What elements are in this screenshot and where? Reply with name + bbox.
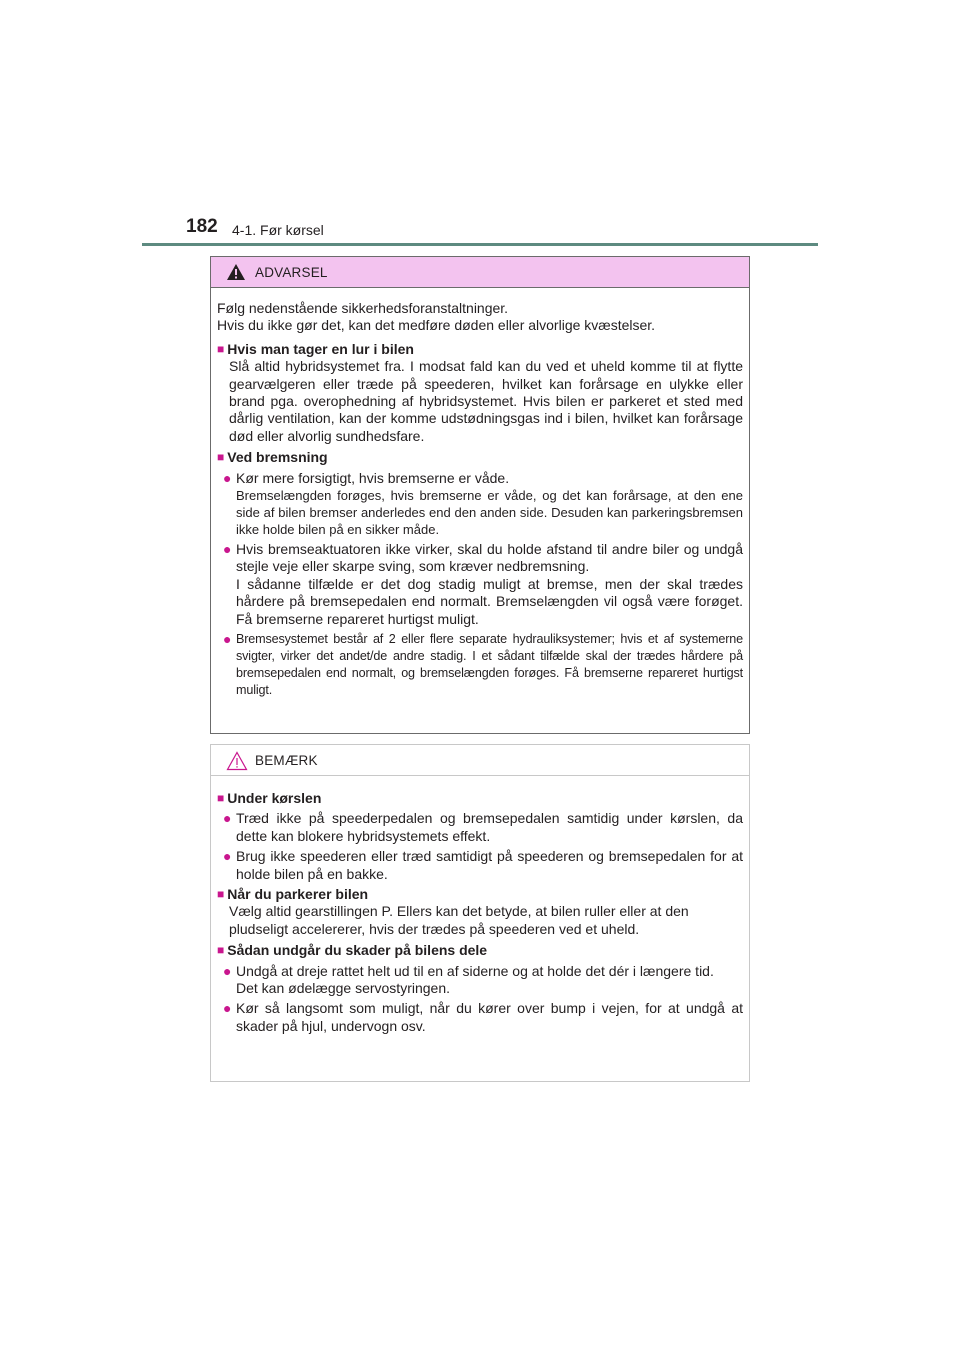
- warning-triangle-icon: [226, 263, 246, 281]
- circle-bullet-icon: ●: [223, 469, 232, 486]
- warning-header: [211, 257, 749, 288]
- page-number: 182: [186, 216, 218, 237]
- circle-bullet-icon: ●: [223, 810, 232, 827]
- square-bullet-icon: ■: [217, 341, 225, 356]
- list-item: ● Kør mere forsigtigt, hvis bremserne er våde. Bremselængden forøges, hvis bremserne er våde, og det kan forårsage, at den ene side af bilen bremser anderledes end den anden side. Desuden kan parkeringsbremsen ikke holde bilen på en sikker måde.: [217, 470, 743, 538]
- circle-bullet-icon: ●: [223, 541, 232, 558]
- square-bullet-icon: ■: [217, 450, 225, 465]
- circle-bullet-icon: ●: [223, 848, 232, 865]
- square-bullet-icon: ■: [217, 791, 225, 805]
- list-item: ● Undgå at dreje rattet helt ud til en af siderne og at holde det dér i længere tid. Det kan ødelægge servostyringen.: [217, 963, 743, 998]
- note-heading-driving: ■ Under kørslen: [217, 790, 322, 806]
- note-body: [211, 776, 749, 1035]
- list-item: ● Kør så langsomt som muligt, når du kører over bump i vejen, for at undgå at skader på hjul, undervogn osv.: [217, 1000, 743, 1035]
- caution-triangle-outline-icon: [226, 751, 248, 771]
- square-bullet-icon: ■: [217, 887, 225, 902]
- warning-heading-nap: ■ Hvis man tager en lur i bilen: [217, 340, 414, 357]
- warning-body: [211, 288, 749, 699]
- warning-heading-braking: ■ Ved bremsning: [217, 449, 328, 466]
- circle-bullet-icon: ●: [223, 962, 232, 979]
- warning-box: [210, 256, 750, 734]
- circle-bullet-icon: ●: [223, 1000, 232, 1017]
- header-rule: [142, 243, 818, 246]
- list-item: ● Hvis bremseaktuatoren ikke virker, skal du holde afstand til andre biler og undgå stejle veje eller skarpe sving, som kræver nedbremsning. I sådanne tilfælde er det dog stadig muligt at bremse, men der skal trædes hårdere på bremsepedalen end normalt. Bremselængden vil også være forøget. Få bremserne repareret hurtigst muligt.: [217, 541, 743, 628]
- circle-bullet-icon: ●: [223, 631, 232, 648]
- note-parking-text: Vælg altid gearstillingen P. Ellers kan det betyde, at bilen ruller eller at den pludseligt accelererer, hvis der trædes på speederen ved et uheld.: [229, 903, 689, 937]
- section-title: 4-1. Før kørsel: [232, 222, 324, 238]
- note-heading-parking: ■ Når du parkerer bilen: [217, 886, 369, 903]
- note-box: [210, 744, 750, 1082]
- note-title: BEMÆRK: [255, 753, 318, 768]
- warning-title: ADVARSEL: [255, 265, 328, 280]
- note-header: [211, 745, 749, 776]
- list-item: ● Brug ikke speederen eller træd samtidigt på speederen og bremsepedalen for at holde bilen på en bakke.: [217, 848, 743, 883]
- square-bullet-icon: ■: [217, 943, 225, 958]
- warning-nap-text: Slå altid hybridsystemet fra. I modsat fald kan du ved et uheld komme til at flytte gearvælgeren eller træde på speederen, hvilket kan forårsage en ulykke eller brand pga. overophedning af hybridsystemet. Hvis bilen er parkeret et sted med dårlig ventilation, kan der komme udstødningsgas ind i bilen, hvilket kan forårsage død eller alvorlig sundhedsfare.: [229, 358, 743, 444]
- list-item: ● Træd ikke på speederpedalen og bremsepedalen samtidig under kørslen, da dette kan blokere hybridsystemets effekt.: [217, 810, 743, 845]
- warning-intro: Følg nedenstående sikkerhedsforanstaltninger. Hvis du ikke gør det, kan det medføre døden eller alvorlige kvæstelser.: [217, 300, 656, 334]
- note-heading-damage: ■ Sådan undgår du skader på bilens dele: [217, 942, 488, 959]
- list-item: ● Bremsesystemet består af 2 eller flere separate hydrauliksystemer; hvis et af systemerne svigter, virker det andet/de andre stadig. I et sådant tilfælde skal der trædes hårdere på bremsepedalen end normalt, og bremselængden forøges. Få bremserne repareret hurtigst muligt.: [217, 631, 743, 699]
